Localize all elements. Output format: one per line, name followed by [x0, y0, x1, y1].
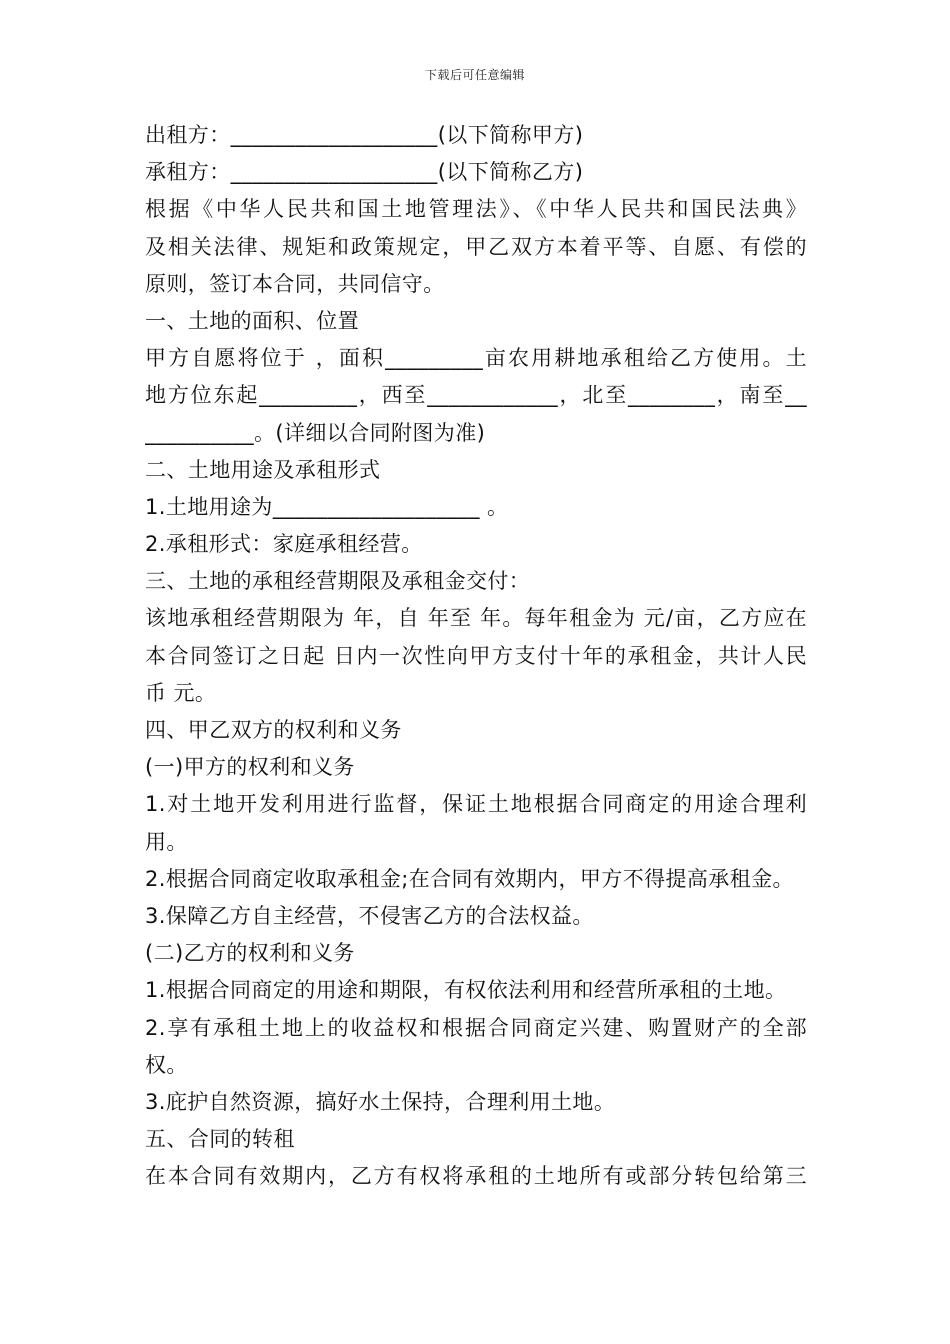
text-line: 地方位东起_________，西至____________，北至________，南至__	[145, 383, 807, 408]
text-line: 及相关法律、规矩和政策规定，甲乙双方本着平等、自愿、有偿的	[145, 234, 807, 259]
text-line: 2.享有承租土地上的收益权和根据合同商定兴建、购置财产的全部	[145, 1015, 807, 1040]
text-line: 出租方：___________________(以下简称甲方)	[145, 123, 584, 147]
subsection-heading: (一)甲方的权利和义务	[145, 755, 355, 780]
text-line: 原则，签订本合同，共同信守。	[145, 271, 445, 296]
text-line: 2.根据合同商定收取承租金;在合同有效期内，甲方不得提高承租金。	[145, 866, 794, 891]
section-heading: 五、合同的转租	[145, 1127, 295, 1152]
text-line: 3.庇护自然资源，搞好水土保持，合理利用土地。	[145, 1089, 616, 1114]
text-line: 根据《中华人民共和国土地管理法》、《中华人民共和国民法典》	[145, 197, 807, 222]
text-line: 币 元。	[145, 680, 217, 705]
text-line: 该地承租经营期限为 年，自 年至 年。每年租金为 元/亩，乙方应在	[145, 606, 807, 631]
page-header-note: 下载后可任意编辑	[424, 68, 525, 82]
text-line: 1.土地用途为___________________ 。	[145, 494, 509, 519]
text-line: __________。(详细以合同附图为准)	[145, 420, 486, 445]
text-line: 在本合同有效期内，乙方有权将承租的土地所有或部分转包给第三	[145, 1164, 807, 1189]
section-heading: 四、甲乙双方的权利和义务	[145, 718, 402, 742]
section-heading: 二、土地用途及承租形式	[145, 457, 381, 482]
section-heading: 三、土地的承租经营期限及承租金交付：	[145, 569, 531, 594]
text-line: 甲方自愿将位于 ，面积_________亩农用耕地承租给乙方使用。土	[145, 346, 807, 371]
text-line: 用。	[145, 829, 188, 854]
text-line: 2.承租形式：家庭承租经营。	[145, 532, 423, 557]
text-line: 本合同签订之日起 日内一次性向甲方支付十年的承租金，共计人民	[145, 643, 807, 668]
section-heading: 一、土地的面积、位置	[145, 308, 359, 333]
contract-body	[145, 117, 807, 1195]
text-line: 权。	[145, 1052, 188, 1077]
text-line: 承租方：___________________(以下简称乙方)	[145, 160, 584, 185]
text-line: 3.保障乙方自主经营，不侵害乙方的合法权益。	[145, 903, 594, 928]
text-line: 1.对土地开发利用进行监督，保证土地根据合同商定的用途合理利	[145, 792, 807, 817]
text-line: 1.根据合同商定的用途和期限，有权依法利用和经营所承租的土地。	[145, 978, 787, 1003]
subsection-heading: (二)乙方的权利和义务	[145, 941, 355, 966]
